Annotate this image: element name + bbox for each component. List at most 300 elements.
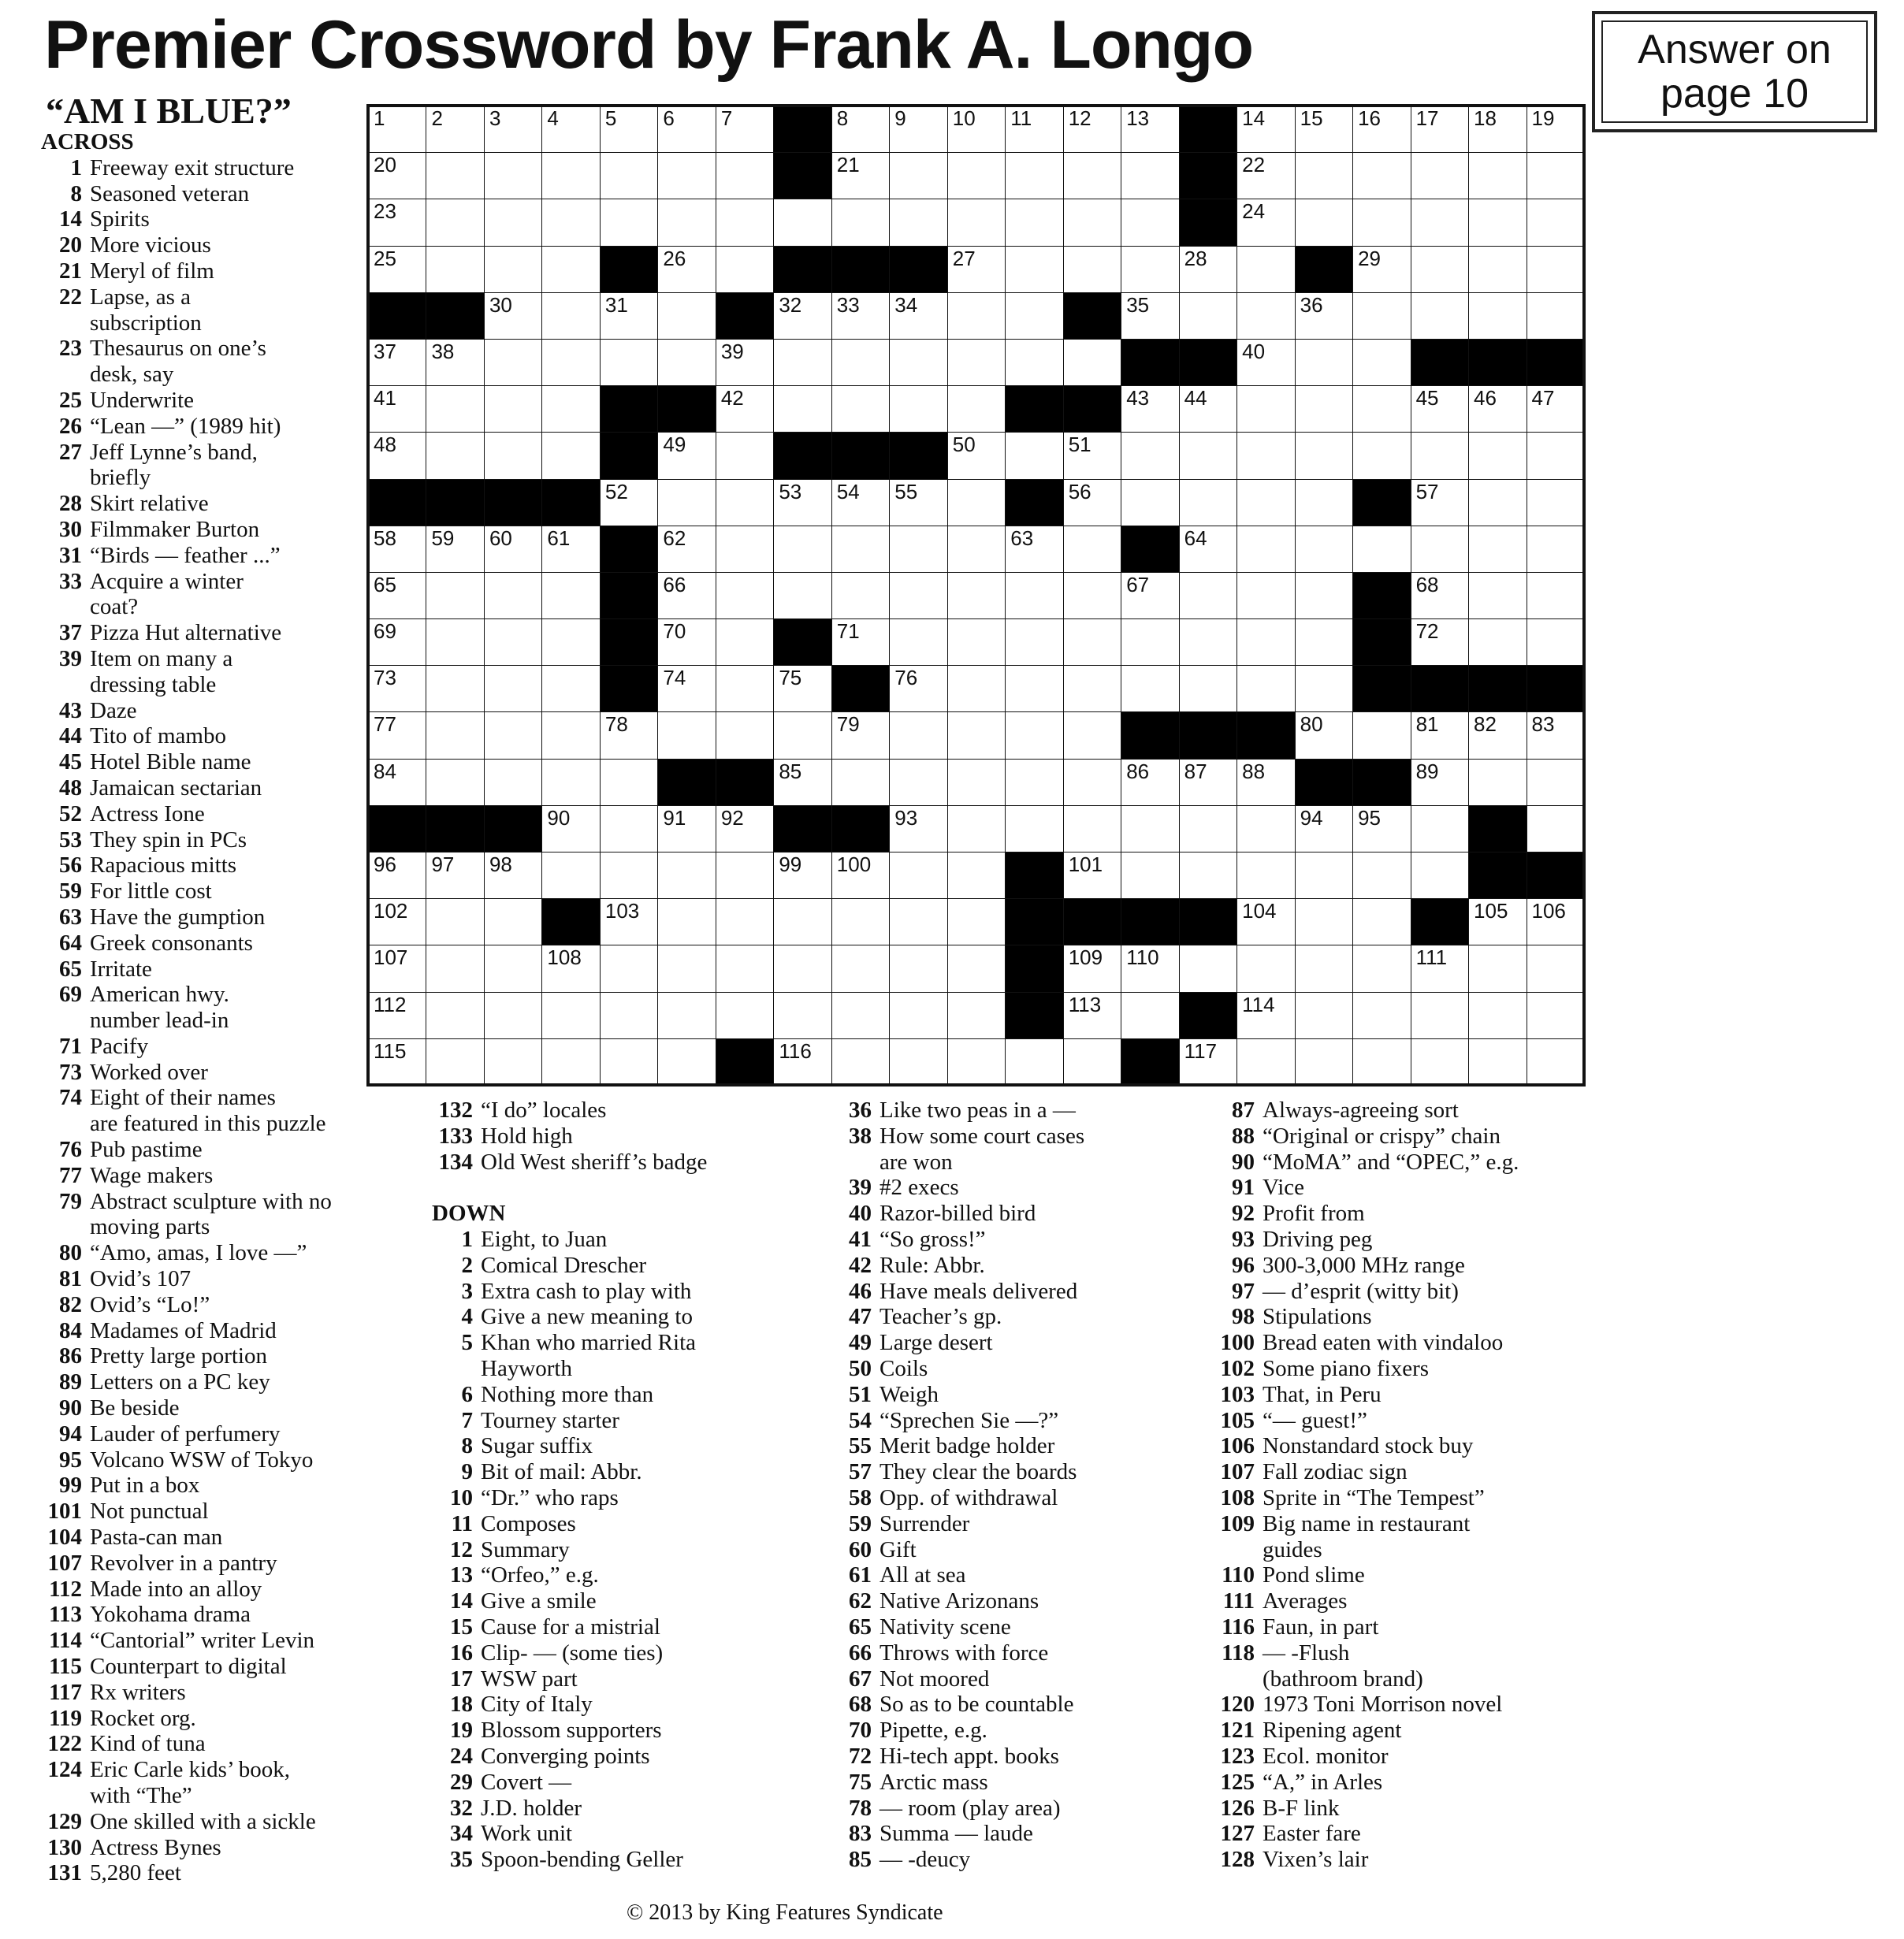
- grid-cell[interactable]: [1352, 152, 1411, 199]
- grid-cell[interactable]: [947, 479, 1006, 526]
- grid-cell[interactable]: [1063, 711, 1121, 759]
- grid-cell[interactable]: [1063, 665, 1121, 712]
- grid-cell[interactable]: [1063, 618, 1121, 666]
- grid-cell[interactable]: [1063, 152, 1121, 199]
- grid-cell[interactable]: [1005, 618, 1063, 666]
- grid-cell[interactable]: [716, 152, 774, 199]
- grid-cell[interactable]: [1179, 432, 1237, 479]
- grid-cell[interactable]: [1411, 805, 1469, 852]
- grid-cell[interactable]: [657, 199, 716, 246]
- grid-cell[interactable]: [657, 1038, 716, 1086]
- grid-cell[interactable]: [426, 759, 484, 806]
- grid-cell[interactable]: [1005, 572, 1063, 619]
- grid-cell[interactable]: [426, 106, 484, 153]
- grid-cell[interactable]: [1121, 106, 1179, 153]
- grid-cell[interactable]: [1527, 106, 1585, 153]
- grid-cell[interactable]: [657, 852, 716, 899]
- grid-cell[interactable]: [831, 339, 890, 386]
- grid-cell[interactable]: [1295, 526, 1353, 573]
- grid-cell[interactable]: [716, 106, 774, 153]
- grid-cell[interactable]: [1352, 526, 1411, 573]
- grid-cell[interactable]: [889, 711, 947, 759]
- grid-cell[interactable]: [1005, 711, 1063, 759]
- grid-cell[interactable]: [1352, 1038, 1411, 1086]
- grid-cell[interactable]: [947, 711, 1006, 759]
- grid-cell[interactable]: [600, 1038, 658, 1086]
- grid-cell[interactable]: [1527, 432, 1585, 479]
- grid-cell[interactable]: [773, 945, 831, 992]
- grid-cell[interactable]: [1121, 432, 1179, 479]
- grid-cell[interactable]: [716, 572, 774, 619]
- grid-cell[interactable]: [1527, 572, 1585, 619]
- grid-cell[interactable]: [657, 106, 716, 153]
- grid-cell[interactable]: [1005, 199, 1063, 246]
- grid-cell[interactable]: [1468, 199, 1527, 246]
- grid-cell[interactable]: [1179, 665, 1237, 712]
- grid-cell[interactable]: [1063, 852, 1121, 899]
- grid-cell[interactable]: [541, 572, 600, 619]
- grid-cell[interactable]: [426, 432, 484, 479]
- grid-cell[interactable]: [1063, 992, 1121, 1039]
- grid-cell[interactable]: [1352, 339, 1411, 386]
- grid-cell[interactable]: [541, 805, 600, 852]
- grid-cell[interactable]: [1005, 526, 1063, 573]
- grid-cell[interactable]: [600, 711, 658, 759]
- grid-cell[interactable]: [1352, 246, 1411, 293]
- grid-cell[interactable]: [1179, 479, 1237, 526]
- grid-cell[interactable]: [947, 339, 1006, 386]
- grid-cell[interactable]: [657, 618, 716, 666]
- grid-cell[interactable]: [889, 945, 947, 992]
- grid-cell[interactable]: [600, 805, 658, 852]
- grid-cell[interactable]: [716, 898, 774, 945]
- grid-cell[interactable]: [1121, 759, 1179, 806]
- grid-cell[interactable]: [1005, 759, 1063, 806]
- grid-cell[interactable]: [1468, 246, 1527, 293]
- grid-cell[interactable]: [1179, 526, 1237, 573]
- grid-cell[interactable]: [889, 805, 947, 852]
- grid-cell[interactable]: [1411, 572, 1469, 619]
- grid-cell[interactable]: [484, 711, 542, 759]
- grid-cell[interactable]: [1236, 898, 1295, 945]
- grid-cell[interactable]: [1411, 618, 1469, 666]
- grid-cell[interactable]: [1295, 665, 1353, 712]
- grid-cell[interactable]: [426, 992, 484, 1039]
- grid-cell[interactable]: [657, 805, 716, 852]
- grid-cell[interactable]: [1352, 106, 1411, 153]
- grid-cell[interactable]: [773, 385, 831, 433]
- grid-cell[interactable]: [1527, 385, 1585, 433]
- grid-cell[interactable]: [1295, 199, 1353, 246]
- grid-cell[interactable]: [1121, 152, 1179, 199]
- grid-cell[interactable]: [1295, 432, 1353, 479]
- grid-cell[interactable]: [1236, 852, 1295, 899]
- grid-cell[interactable]: [831, 385, 890, 433]
- grid-cell[interactable]: [889, 759, 947, 806]
- grid-cell[interactable]: [1063, 106, 1121, 153]
- grid-cell[interactable]: [484, 106, 542, 153]
- grid-cell[interactable]: [889, 898, 947, 945]
- grid-cell[interactable]: [1468, 385, 1527, 433]
- grid-cell[interactable]: [947, 898, 1006, 945]
- grid-cell[interactable]: [1468, 432, 1527, 479]
- grid-cell[interactable]: [1527, 479, 1585, 526]
- grid-cell[interactable]: [1236, 526, 1295, 573]
- grid-cell[interactable]: [889, 526, 947, 573]
- grid-cell[interactable]: [1295, 572, 1353, 619]
- grid-cell[interactable]: [1121, 805, 1179, 852]
- grid-cell[interactable]: [1121, 199, 1179, 246]
- grid-cell[interactable]: [716, 432, 774, 479]
- grid-cell[interactable]: [773, 292, 831, 340]
- grid-cell[interactable]: [1179, 246, 1237, 293]
- grid-cell[interactable]: [600, 898, 658, 945]
- grid-cell[interactable]: [1411, 479, 1469, 526]
- grid-cell[interactable]: [1468, 479, 1527, 526]
- grid-cell[interactable]: [716, 246, 774, 293]
- grid-cell[interactable]: [716, 852, 774, 899]
- grid-cell[interactable]: [426, 1038, 484, 1086]
- grid-cell[interactable]: [1063, 339, 1121, 386]
- grid-cell[interactable]: [1411, 246, 1469, 293]
- grid-cell[interactable]: [541, 852, 600, 899]
- grid-cell[interactable]: [1236, 572, 1295, 619]
- grid-cell[interactable]: [831, 1038, 890, 1086]
- grid-cell[interactable]: [1527, 199, 1585, 246]
- grid-cell[interactable]: [1295, 618, 1353, 666]
- grid-cell[interactable]: [484, 199, 542, 246]
- grid-cell[interactable]: [541, 1038, 600, 1086]
- grid-cell[interactable]: [600, 479, 658, 526]
- grid-cell[interactable]: [426, 665, 484, 712]
- grid-cell[interactable]: [773, 992, 831, 1039]
- grid-cell[interactable]: [1236, 106, 1295, 153]
- grid-cell[interactable]: [947, 152, 1006, 199]
- grid-cell[interactable]: [947, 292, 1006, 340]
- grid-cell[interactable]: [1411, 992, 1469, 1039]
- grid-cell[interactable]: [1236, 199, 1295, 246]
- grid-cell[interactable]: [484, 152, 542, 199]
- grid-cell[interactable]: [1352, 852, 1411, 899]
- grid-cell[interactable]: [1411, 432, 1469, 479]
- grid-cell[interactable]: [831, 759, 890, 806]
- grid-cell[interactable]: [1121, 618, 1179, 666]
- grid-cell[interactable]: [657, 572, 716, 619]
- grid-cell[interactable]: [1236, 152, 1295, 199]
- grid-cell[interactable]: [889, 618, 947, 666]
- grid-cell[interactable]: [1063, 199, 1121, 246]
- grid-cell[interactable]: [541, 711, 600, 759]
- grid-cell[interactable]: [773, 199, 831, 246]
- grid-cell[interactable]: [1468, 526, 1527, 573]
- grid-cell[interactable]: [1468, 292, 1527, 340]
- grid-cell[interactable]: [1411, 385, 1469, 433]
- grid-cell[interactable]: [1468, 992, 1527, 1039]
- grid-cell[interactable]: [1005, 805, 1063, 852]
- grid-cell[interactable]: [1411, 526, 1469, 573]
- grid-cell[interactable]: [1236, 805, 1295, 852]
- grid-cell[interactable]: [1411, 199, 1469, 246]
- grid-cell[interactable]: [1411, 852, 1469, 899]
- grid-cell[interactable]: [1527, 945, 1585, 992]
- grid-cell[interactable]: [716, 945, 774, 992]
- grid-cell[interactable]: [1236, 246, 1295, 293]
- grid-cell[interactable]: [541, 385, 600, 433]
- grid-cell[interactable]: [947, 618, 1006, 666]
- grid-cell[interactable]: [716, 199, 774, 246]
- grid-cell[interactable]: [1295, 152, 1353, 199]
- grid-cell[interactable]: [484, 759, 542, 806]
- grid-cell[interactable]: [1121, 992, 1179, 1039]
- grid-cell[interactable]: [889, 1038, 947, 1086]
- grid-cell[interactable]: [831, 152, 890, 199]
- grid-cell[interactable]: [426, 246, 484, 293]
- grid-cell[interactable]: [484, 385, 542, 433]
- grid-cell[interactable]: [1063, 479, 1121, 526]
- grid-cell[interactable]: [1121, 945, 1179, 992]
- grid-cell[interactable]: [1236, 432, 1295, 479]
- grid-cell[interactable]: [716, 805, 774, 852]
- grid-cell[interactable]: [426, 339, 484, 386]
- grid-cell[interactable]: [1527, 292, 1585, 340]
- grid-cell[interactable]: [426, 945, 484, 992]
- grid-cell[interactable]: [541, 106, 600, 153]
- grid-cell[interactable]: [1295, 385, 1353, 433]
- grid-cell[interactable]: [484, 945, 542, 992]
- grid-cell[interactable]: [1411, 945, 1469, 992]
- grid-cell[interactable]: [426, 526, 484, 573]
- grid-cell[interactable]: [1236, 665, 1295, 712]
- grid-cell[interactable]: [947, 1038, 1006, 1086]
- grid-cell[interactable]: [1179, 805, 1237, 852]
- grid-cell[interactable]: [947, 852, 1006, 899]
- grid-cell[interactable]: [831, 852, 890, 899]
- grid-cell[interactable]: [484, 432, 542, 479]
- grid-cell[interactable]: [541, 246, 600, 293]
- grid-cell[interactable]: [541, 945, 600, 992]
- grid-cell[interactable]: [484, 246, 542, 293]
- grid-cell[interactable]: [1352, 385, 1411, 433]
- grid-cell[interactable]: [1005, 339, 1063, 386]
- grid-cell[interactable]: [1236, 292, 1295, 340]
- grid-cell[interactable]: [889, 385, 947, 433]
- grid-cell[interactable]: [600, 106, 658, 153]
- grid-cell[interactable]: [484, 339, 542, 386]
- grid-cell[interactable]: [716, 711, 774, 759]
- grid-cell[interactable]: [1063, 432, 1121, 479]
- grid-cell[interactable]: [1063, 945, 1121, 992]
- grid-cell[interactable]: [773, 711, 831, 759]
- grid-cell[interactable]: [657, 945, 716, 992]
- grid-cell[interactable]: [1352, 199, 1411, 246]
- grid-cell[interactable]: [484, 852, 542, 899]
- grid-cell[interactable]: [541, 292, 600, 340]
- grid-cell[interactable]: [1468, 898, 1527, 945]
- grid-cell[interactable]: [1468, 711, 1527, 759]
- grid-cell[interactable]: [947, 199, 1006, 246]
- grid-cell[interactable]: [889, 106, 947, 153]
- grid-cell[interactable]: [1527, 992, 1585, 1039]
- grid-cell[interactable]: [1527, 805, 1585, 852]
- grid-cell[interactable]: [1121, 479, 1179, 526]
- grid-cell[interactable]: [773, 665, 831, 712]
- grid-cell[interactable]: [1352, 432, 1411, 479]
- grid-cell[interactable]: [889, 339, 947, 386]
- grid-cell[interactable]: [1295, 992, 1353, 1039]
- grid-cell[interactable]: [1527, 898, 1585, 945]
- grid-cell[interactable]: [657, 992, 716, 1039]
- grid-cell[interactable]: [426, 199, 484, 246]
- grid-cell[interactable]: [657, 665, 716, 712]
- grid-cell[interactable]: [1121, 246, 1179, 293]
- grid-cell[interactable]: [831, 572, 890, 619]
- grid-cell[interactable]: [1236, 992, 1295, 1039]
- grid-cell[interactable]: [889, 152, 947, 199]
- grid-cell[interactable]: [1295, 945, 1353, 992]
- grid-cell[interactable]: [947, 432, 1006, 479]
- grid-cell[interactable]: [1527, 526, 1585, 573]
- grid-cell[interactable]: [541, 526, 600, 573]
- grid-cell[interactable]: [484, 292, 542, 340]
- grid-cell[interactable]: [1236, 1038, 1295, 1086]
- grid-cell[interactable]: [541, 152, 600, 199]
- grid-cell[interactable]: [1468, 1038, 1527, 1086]
- grid-cell[interactable]: [426, 618, 484, 666]
- grid-cell[interactable]: [484, 1038, 542, 1086]
- grid-cell[interactable]: [1236, 618, 1295, 666]
- grid-cell[interactable]: [831, 199, 890, 246]
- grid-cell[interactable]: [1527, 246, 1585, 293]
- grid-cell[interactable]: [1527, 618, 1585, 666]
- grid-cell[interactable]: [484, 992, 542, 1039]
- grid-cell[interactable]: [1063, 526, 1121, 573]
- grid-cell[interactable]: [1527, 711, 1585, 759]
- grid-cell[interactable]: [1179, 618, 1237, 666]
- grid-cell[interactable]: [1352, 292, 1411, 340]
- grid-cell[interactable]: [947, 665, 1006, 712]
- grid-cell[interactable]: [1295, 852, 1353, 899]
- grid-cell[interactable]: [831, 479, 890, 526]
- grid-cell[interactable]: [1121, 852, 1179, 899]
- grid-cell[interactable]: [889, 852, 947, 899]
- grid-cell[interactable]: [484, 665, 542, 712]
- grid-cell[interactable]: [600, 759, 658, 806]
- grid-cell[interactable]: [600, 339, 658, 386]
- grid-cell[interactable]: [1468, 759, 1527, 806]
- grid-cell[interactable]: [773, 759, 831, 806]
- grid-cell[interactable]: [484, 572, 542, 619]
- grid-cell[interactable]: [600, 292, 658, 340]
- grid-cell[interactable]: [889, 665, 947, 712]
- grid-cell[interactable]: [773, 479, 831, 526]
- grid-cell[interactable]: [773, 339, 831, 386]
- grid-cell[interactable]: [484, 618, 542, 666]
- grid-cell[interactable]: [1005, 246, 1063, 293]
- grid-cell[interactable]: [1236, 759, 1295, 806]
- grid-cell[interactable]: [426, 898, 484, 945]
- grid-cell[interactable]: [1468, 106, 1527, 153]
- grid-cell[interactable]: [1411, 711, 1469, 759]
- grid-cell[interactable]: [1005, 665, 1063, 712]
- grid-cell[interactable]: [1179, 1038, 1237, 1086]
- grid-cell[interactable]: [1352, 945, 1411, 992]
- grid-cell[interactable]: [1468, 618, 1527, 666]
- grid-cell[interactable]: [1063, 572, 1121, 619]
- grid-cell[interactable]: [831, 945, 890, 992]
- grid-cell[interactable]: [773, 526, 831, 573]
- grid-cell[interactable]: [1121, 292, 1179, 340]
- grid-cell[interactable]: [716, 665, 774, 712]
- grid-cell[interactable]: [1005, 292, 1063, 340]
- grid-cell[interactable]: [1179, 945, 1237, 992]
- grid-cell[interactable]: [947, 945, 1006, 992]
- grid-cell[interactable]: [716, 479, 774, 526]
- grid-cell[interactable]: [1352, 898, 1411, 945]
- grid-cell[interactable]: [831, 898, 890, 945]
- grid-cell[interactable]: [889, 572, 947, 619]
- grid-cell[interactable]: [1236, 385, 1295, 433]
- grid-cell[interactable]: [1295, 339, 1353, 386]
- grid-cell[interactable]: [716, 526, 774, 573]
- grid-cell[interactable]: [1063, 246, 1121, 293]
- grid-cell[interactable]: [541, 992, 600, 1039]
- grid-cell[interactable]: [1236, 479, 1295, 526]
- grid-cell[interactable]: [1468, 572, 1527, 619]
- grid-cell[interactable]: [831, 106, 890, 153]
- grid-cell[interactable]: [1236, 945, 1295, 992]
- grid-cell[interactable]: [1005, 432, 1063, 479]
- grid-cell[interactable]: [600, 992, 658, 1039]
- grid-cell[interactable]: [1411, 106, 1469, 153]
- grid-cell[interactable]: [1411, 759, 1469, 806]
- grid-cell[interactable]: [1236, 339, 1295, 386]
- grid-cell[interactable]: [1352, 805, 1411, 852]
- grid-cell[interactable]: [657, 711, 716, 759]
- grid-cell[interactable]: [657, 898, 716, 945]
- grid-cell[interactable]: [773, 898, 831, 945]
- grid-cell[interactable]: [426, 572, 484, 619]
- grid-cell[interactable]: [947, 572, 1006, 619]
- grid-cell[interactable]: [1063, 759, 1121, 806]
- grid-cell[interactable]: [773, 572, 831, 619]
- grid-cell[interactable]: [716, 385, 774, 433]
- grid-cell[interactable]: [889, 479, 947, 526]
- grid-cell[interactable]: [1063, 1038, 1121, 1086]
- grid-cell[interactable]: [947, 805, 1006, 852]
- grid-cell[interactable]: [889, 292, 947, 340]
- grid-cell[interactable]: [657, 246, 716, 293]
- grid-cell[interactable]: [1005, 106, 1063, 153]
- grid-cell[interactable]: [831, 711, 890, 759]
- grid-cell[interactable]: [1121, 572, 1179, 619]
- grid-cell[interactable]: [889, 992, 947, 1039]
- grid-cell[interactable]: [1063, 805, 1121, 852]
- grid-cell[interactable]: [773, 1038, 831, 1086]
- grid-cell[interactable]: [1411, 292, 1469, 340]
- grid-cell[interactable]: [1179, 759, 1237, 806]
- grid-cell[interactable]: [657, 479, 716, 526]
- grid-cell[interactable]: [1179, 385, 1237, 433]
- grid-cell[interactable]: [1527, 759, 1585, 806]
- grid-cell[interactable]: [947, 992, 1006, 1039]
- grid-cell[interactable]: [1295, 479, 1353, 526]
- grid-cell[interactable]: [831, 992, 890, 1039]
- grid-cell[interactable]: [947, 385, 1006, 433]
- grid-cell[interactable]: [947, 526, 1006, 573]
- grid-cell[interactable]: [426, 711, 484, 759]
- grid-cell[interactable]: [1295, 1038, 1353, 1086]
- grid-cell[interactable]: [889, 199, 947, 246]
